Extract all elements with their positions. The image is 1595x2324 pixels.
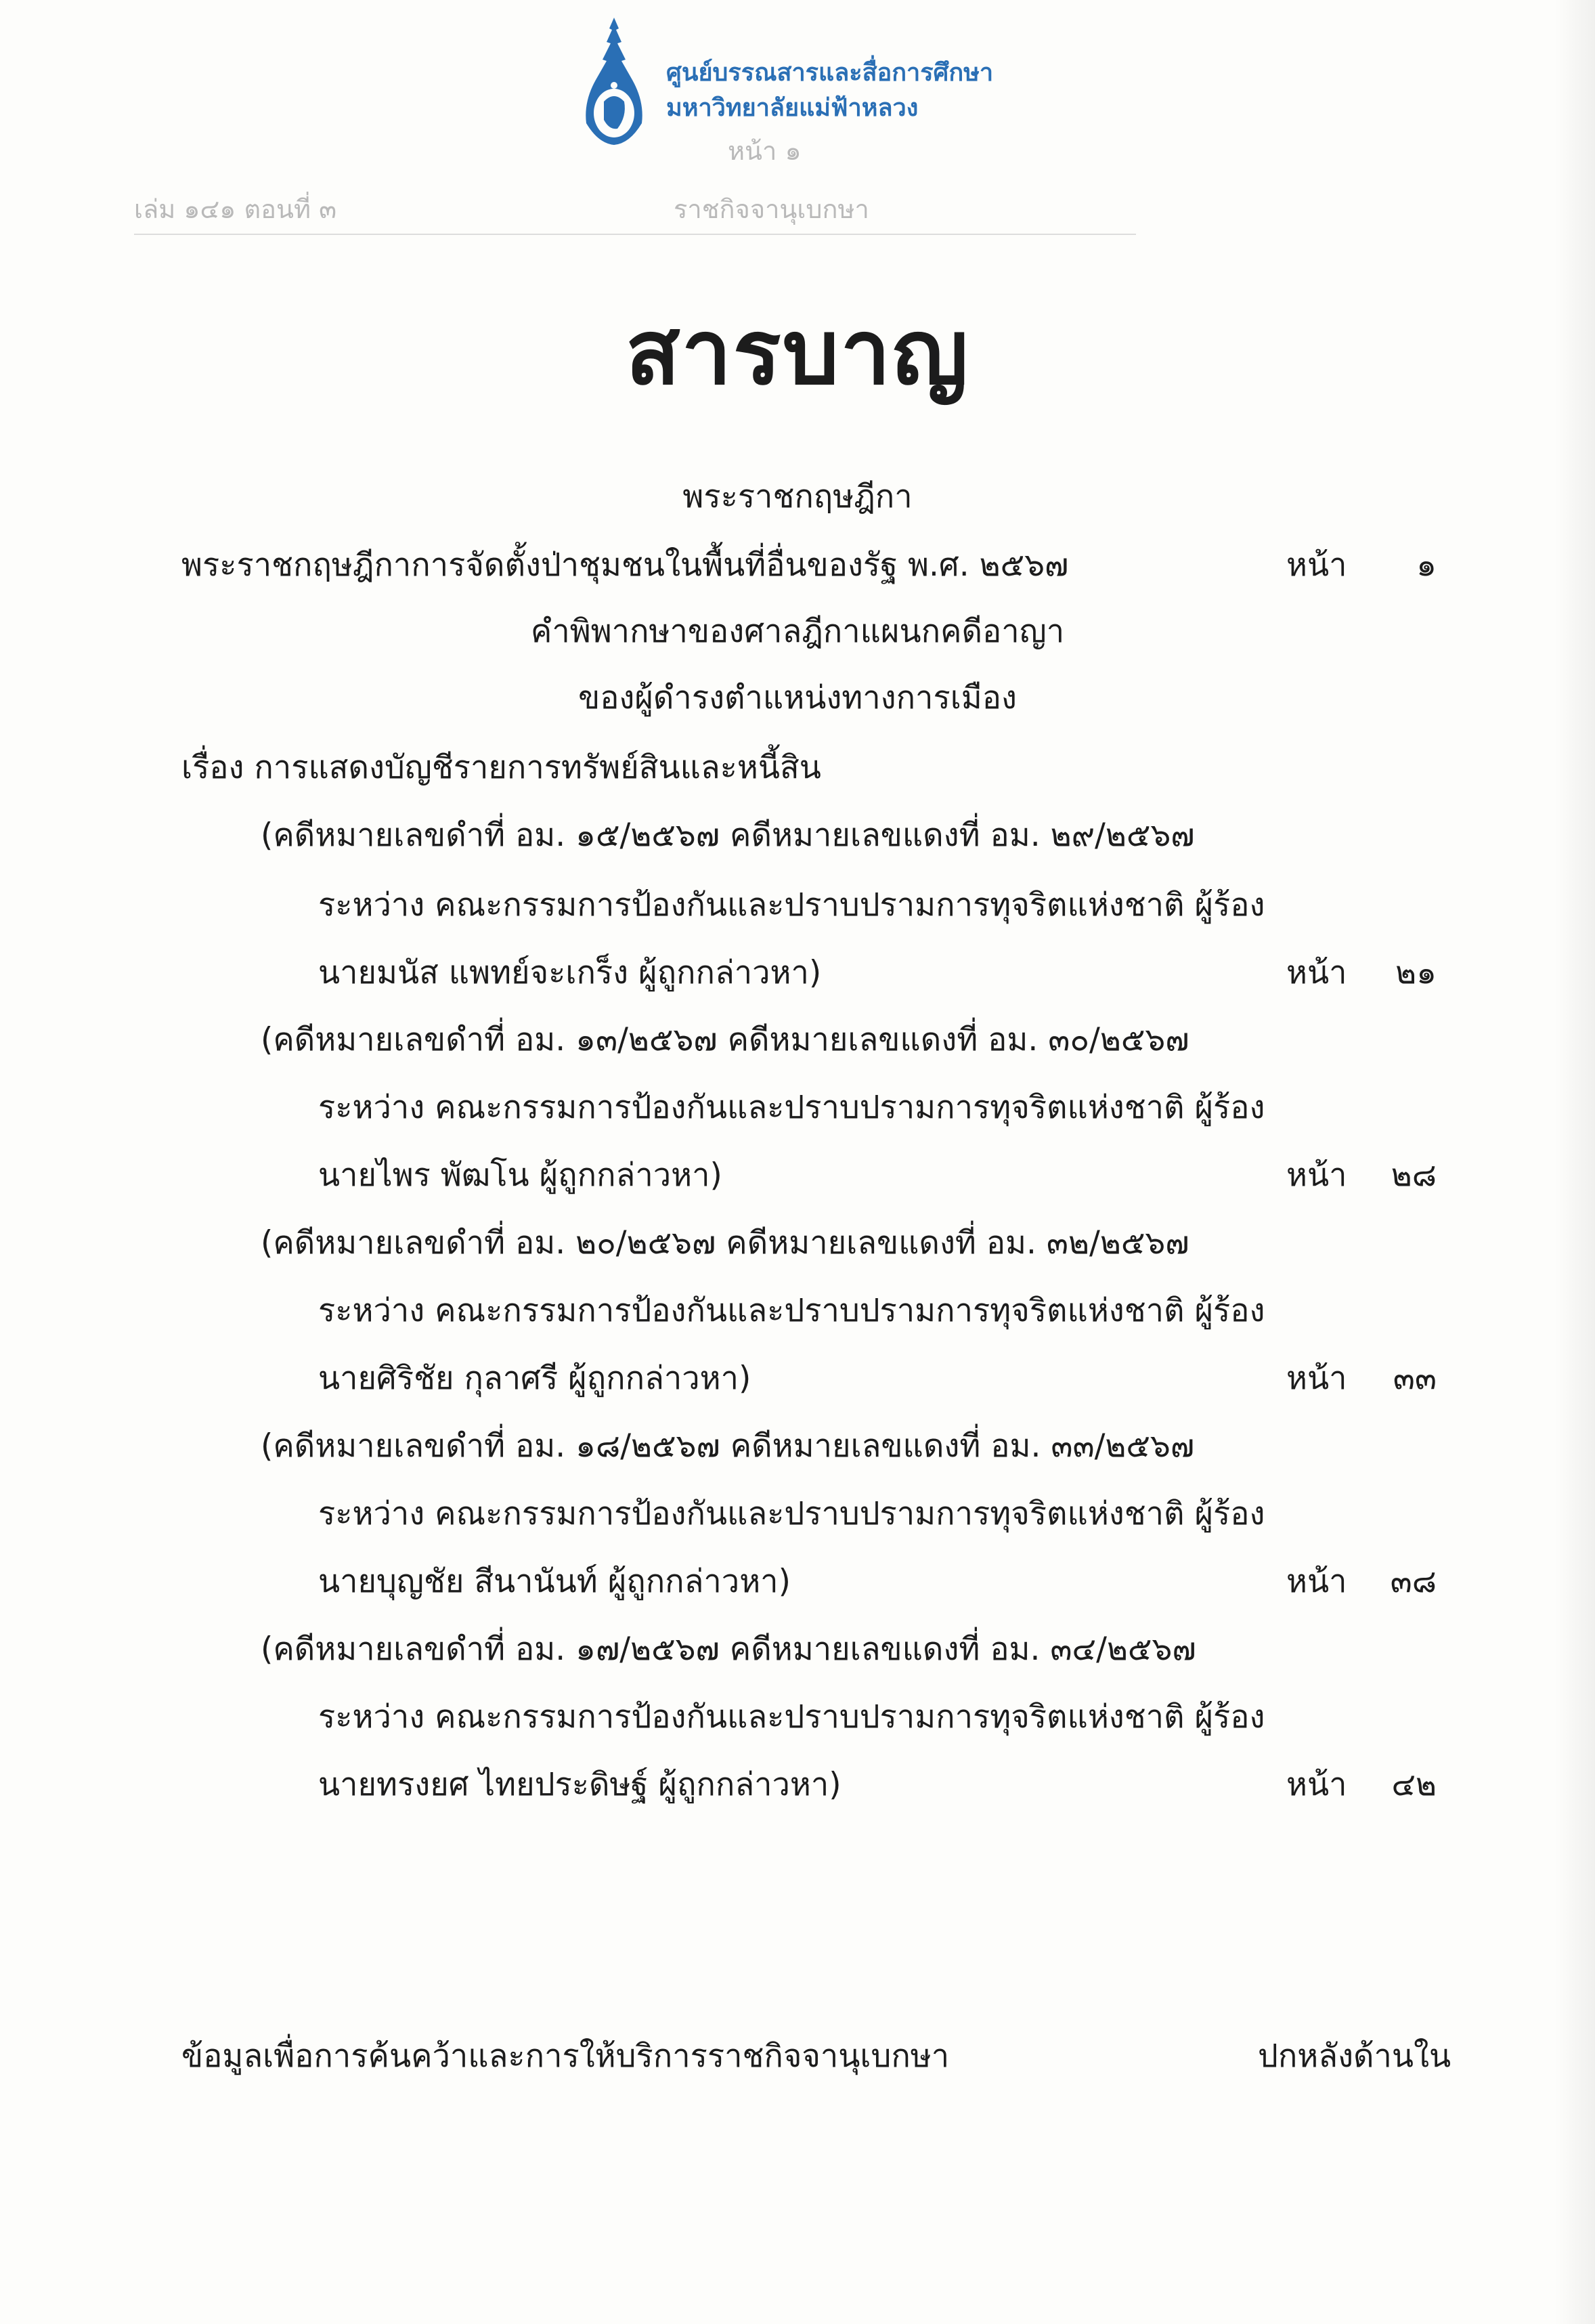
case-accused: นายบุญชัย สีนานันท์ ผู้ถูกกล่าวหา)	[318, 1563, 791, 1600]
decree-page-label: หน้า	[1286, 546, 1347, 584]
decree-page-number: ๑	[1416, 546, 1437, 584]
case-parties: ระหว่าง คณะกรรมการป้องกันและปราบปรามการทุจริตแห่งชาติ ผู้ร้อง	[318, 1698, 1265, 1736]
library-logo	[577, 15, 651, 148]
decree-title: พระราชกฤษฎีกาการจัดตั้งป่าชุมชนในพื้นที่อื่นของรัฐ พ.ศ. ๒๕๖๗	[181, 546, 1069, 584]
case-accused: นายทรงยศ ไทยประดิษฐ์ ผู้ถูกกล่าวหา)	[318, 1766, 842, 1803]
page-title: สารบาญ	[626, 301, 969, 405]
case-page-label: หน้า	[1286, 1360, 1347, 1397]
case-accused: นายไพร พัฒโน ผู้ถูกกล่าวหา)	[318, 1157, 722, 1194]
case-page-label: หน้า	[1286, 954, 1347, 991]
org-name-line1: ศูนย์บรรณสารและสื่อการศึกษา	[666, 59, 994, 87]
case-parties: ระหว่าง คณะกรรมการป้องกันและปราบปรามการทุจริตแห่งชาติ ผู้ร้อง	[318, 1495, 1265, 1532]
case-number: (คดีหมายเลขดำที่ อม. ๑๓/๒๕๖๗ คดีหมายเลขแดงที่ อม. ๓๐/๒๕๖๗	[261, 1021, 1189, 1058]
case-number: (คดีหมายเลขดำที่ อม. ๒๐/๒๕๖๗ คดีหมายเลขแดงที่ อม. ๓๒/๒๕๖๗	[261, 1224, 1189, 1262]
bleed-header-rule	[134, 234, 1136, 235]
judgments-heading-2: ของผู้ดำรงตำแหน่งทางการเมือง	[578, 679, 1017, 716]
case-page-number: ๒๑	[1395, 954, 1437, 991]
decree-heading: พระราชกฤษฎีกา	[682, 478, 913, 515]
case-page-label: หน้า	[1286, 1563, 1347, 1600]
university-emblem-icon	[577, 15, 651, 148]
case-parties: ระหว่าง คณะกรรมการป้องกันและปราบปรามการทุจริตแห่งชาติ ผู้ร้อง	[318, 1089, 1265, 1126]
bleed-page-number: หน้า ๑	[728, 136, 802, 166]
footer-location: ปกหลังด้านใน	[1258, 2038, 1451, 2075]
case-number: (คดีหมายเลขดำที่ อม. ๑๕/๒๕๖๗ คดีหมายเลขแดงที่ อม. ๒๙/๒๕๖๗	[261, 817, 1195, 854]
case-page-label: หน้า	[1286, 1766, 1347, 1803]
bleed-volume: เล่ม ๑๔๑ ตอนที่ ๓	[134, 194, 337, 224]
case-number: (คดีหมายเลขดำที่ อม. ๑๘/๒๕๖๗ คดีหมายเลขแดงที่ อม. ๓๓/๒๕๖๗	[261, 1427, 1195, 1465]
case-accused: นายมนัส แพทย์จะเกร็ง ผู้ถูกกล่าวหา)	[318, 954, 822, 991]
footer-info: ข้อมูลเพื่อการค้นคว้าและการให้บริการราชกิจจานุเบกษา	[181, 2038, 950, 2075]
case-page-label: หน้า	[1286, 1157, 1347, 1194]
case-accused: นายศิริชัย กุลาศรี ผู้ถูกกล่าวหา)	[318, 1360, 751, 1397]
case-page-number: ๓๓	[1393, 1360, 1437, 1397]
org-name-line2: มหาวิทยาลัยแม่ฟ้าหลวง	[666, 94, 919, 122]
case-page-number: ๓๘	[1390, 1563, 1437, 1600]
case-parties: ระหว่าง คณะกรรมการป้องกันและปราบปรามการทุจริตแห่งชาติ ผู้ร้อง	[318, 886, 1265, 924]
case-parties: ระหว่าง คณะกรรมการป้องกันและปราบปรามการทุจริตแห่งชาติ ผู้ร้อง	[318, 1292, 1265, 1329]
case-page-number: ๔๒	[1391, 1766, 1437, 1803]
bleed-gazette-name: ราชกิจจานุเบกษา	[674, 194, 869, 224]
judgments-heading-1: คำพิพากษาของศาลฎีกาแผนกคดีอาญา	[530, 613, 1065, 650]
case-number: (คดีหมายเลขดำที่ อม. ๑๗/๒๕๖๗ คดีหมายเลขแดงที่ อม. ๓๔/๒๕๖๗	[261, 1631, 1196, 1668]
case-page-number: ๒๘	[1391, 1157, 1437, 1194]
judgments-subject: เรื่อง การแสดงบัญชีรายการทรัพย์สินและหนี้สิน	[181, 749, 821, 786]
